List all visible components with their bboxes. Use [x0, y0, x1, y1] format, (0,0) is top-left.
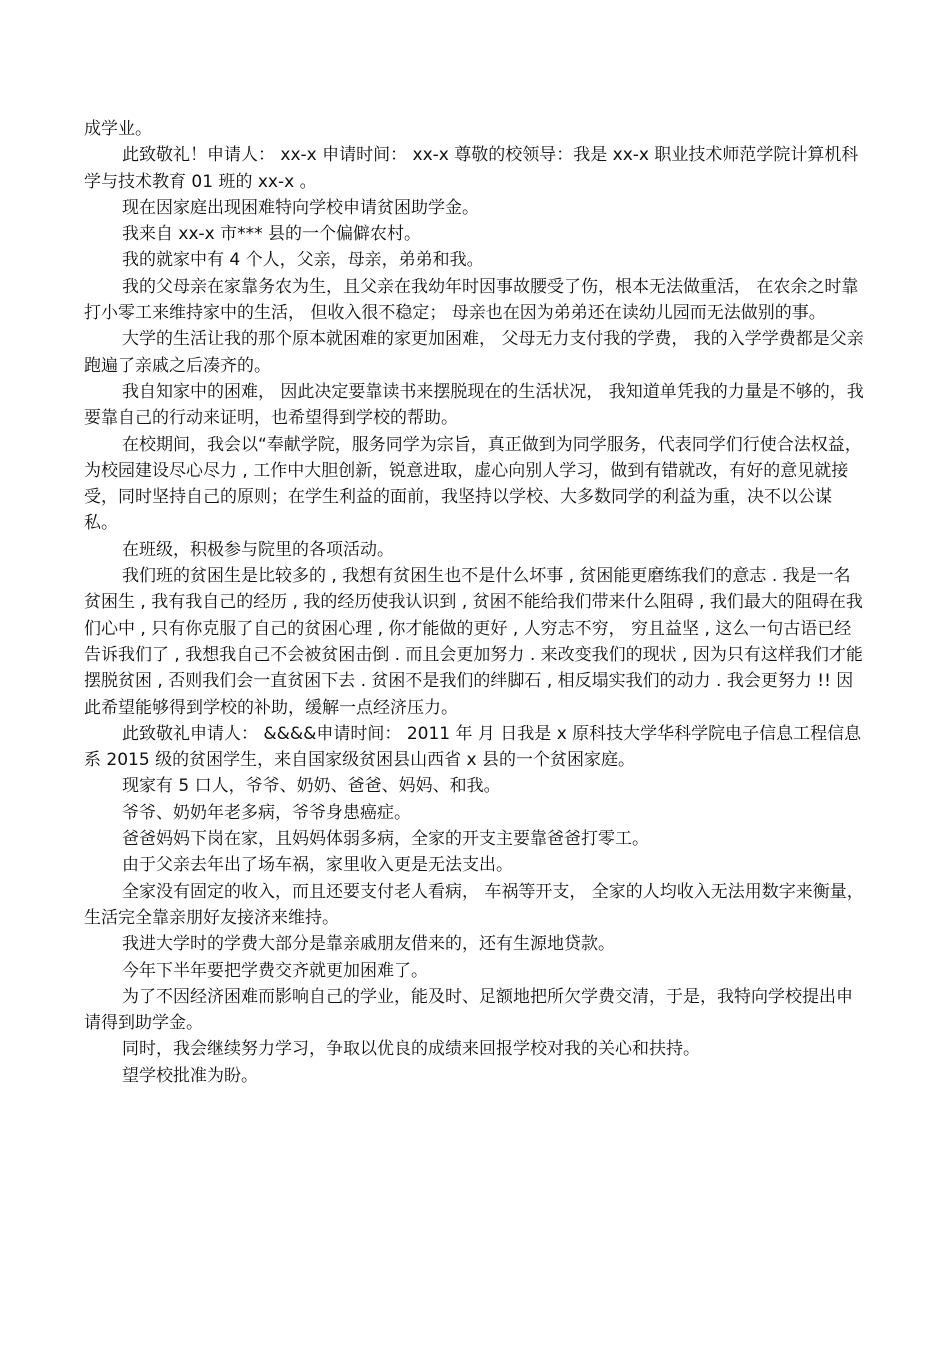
paragraph: 成学业。: [84, 119, 152, 139]
document-body: [84, 116, 864, 1089]
paragraph: 此致敬礼申请人： &&&&申请时间： 2011 年 月 日我是 x 原科技大学华科学院电子信息工程信息系 2015 级的贫困学生，来自国家级贫困县山西省 x 县的一个贫困家庭。: [84, 723, 862, 771]
paragraph: 爷爷、奶奶年老多病，爷爷身患癌症。: [122, 802, 411, 823]
paragraph: 今年下半年要把学费交齐就更加困难了。: [122, 960, 428, 981]
paragraph: 此致敬礼！申请人： xx-x 申请时间： xx-x 尊敬的校领导：我是 xx-x 职业技术师范学院计算机科学与技术教育 01 班的 xx-x 。: [84, 145, 859, 192]
paragraph: 现家有 5 口人，爷爷、奶奶、爸爸、妈妈、和我。: [122, 776, 501, 797]
paragraph: 为了不因经济困难而影响自己的学业，能及时、足额地把所欠学费交清，于是，我特向学校提出申请得到助学金。: [84, 986, 853, 1034]
paragraph: 大学的生活让我的那个原本就困难的家更加困难， 父母无力支付我的学费， 我的入学学费都是父亲跑遍了亲戚之后凑齐的。: [84, 329, 864, 376]
paragraph: 现在因家庭出现困难特向学校申请贫困助学金。: [122, 197, 479, 218]
paragraph: 我的就家中有 4 个人，父亲，母亲，弟弟和我。: [122, 250, 484, 271]
paragraph: 爸爸妈妈下岗在家，且妈妈体弱多病，全家的开支主要靠爸爸打零工。: [122, 829, 649, 850]
paragraph: 望学校批准为盼。: [122, 1065, 258, 1086]
paragraph: 在班级，积极参与院里的各项活动。: [122, 539, 394, 560]
paragraph: 我来自 xx-x 市*** 县的一个偏僻农村。: [122, 224, 422, 245]
paragraph: 同时，我会继续努力学习，争取以优良的成绩来回报学校对我的关心和扶持。: [122, 1039, 700, 1060]
paragraph: 我进大学时的学费大部分是靠亲戚朋友借来的，还有生源地贷款。: [122, 934, 615, 955]
paragraph: 在校期间，我会以“奉献学院，服务同学为宗旨，真正做到为同学服务，代表同学们行使合法权益，为校园建设尽心尽力 , 工作中大胆创新，锐意进取，虚心向别人学习，做到有错就改，有好的意见就接受，同时坚持自己的原则；在学生利益的面前，我坚持以学校、大多数同学的利益为重，决不以公谋私。: [84, 434, 862, 534]
paragraph: 我的父母亲在家靠务农为生，且父亲在我幼年时因事故腰受了伤，根本无法做重活， 在农余之时靠打小零工来维持家中的生活， 但收入很不稳定； 母亲也在因为弟弟还在读幼儿园而无法做别的事。: [84, 276, 859, 324]
paragraph: 我自知家中的困难， 因此决定要靠读书来摆脱现在的生活状况， 我知道单凭我的力量是不够的，我要靠自己的行动来证明，也希望得到学校的帮助。: [84, 381, 864, 429]
paragraph: 由于父亲去年出了场车祸，家里收入更是无法支出。: [122, 855, 513, 876]
paragraph: 全家没有固定的收入，而且还要支付老人看病， 车祸等开支， 全家的人均收入无法用数字来衡量，生活完全靠亲朋好友接济来维持。: [84, 881, 864, 928]
paragraph: 我们班的贫困生是比较多的 , 我想有贫困生也不是什么坏事 , 贫困能更磨练我们的意志 . 我是一名贫困生 , 我有我自己的经历 , 我的经历使我认识到 , 贫困不能给我们带来什么阻碍 , 我们最大的阻碍在我们心中 , 只有你克服了自己的贫困心理 , 你才能做的更好 , 人穷志不穷， 穷且益坚 , 这么一句古语已经告诉我们了 , 我想我自己不会被贫困击倒 . 而且会更加努力 . 来改变我们的现状 , 因为只有这样我们才能摆脱贫困 , 否则我们会一直贫困下去 . 贫困不是我们的绊脚石 , 相反塌实我们的动力 . 我会更努力 !! 因此希望能够得到学校的补助，缓解一点经济压力。: [84, 566, 863, 718]
